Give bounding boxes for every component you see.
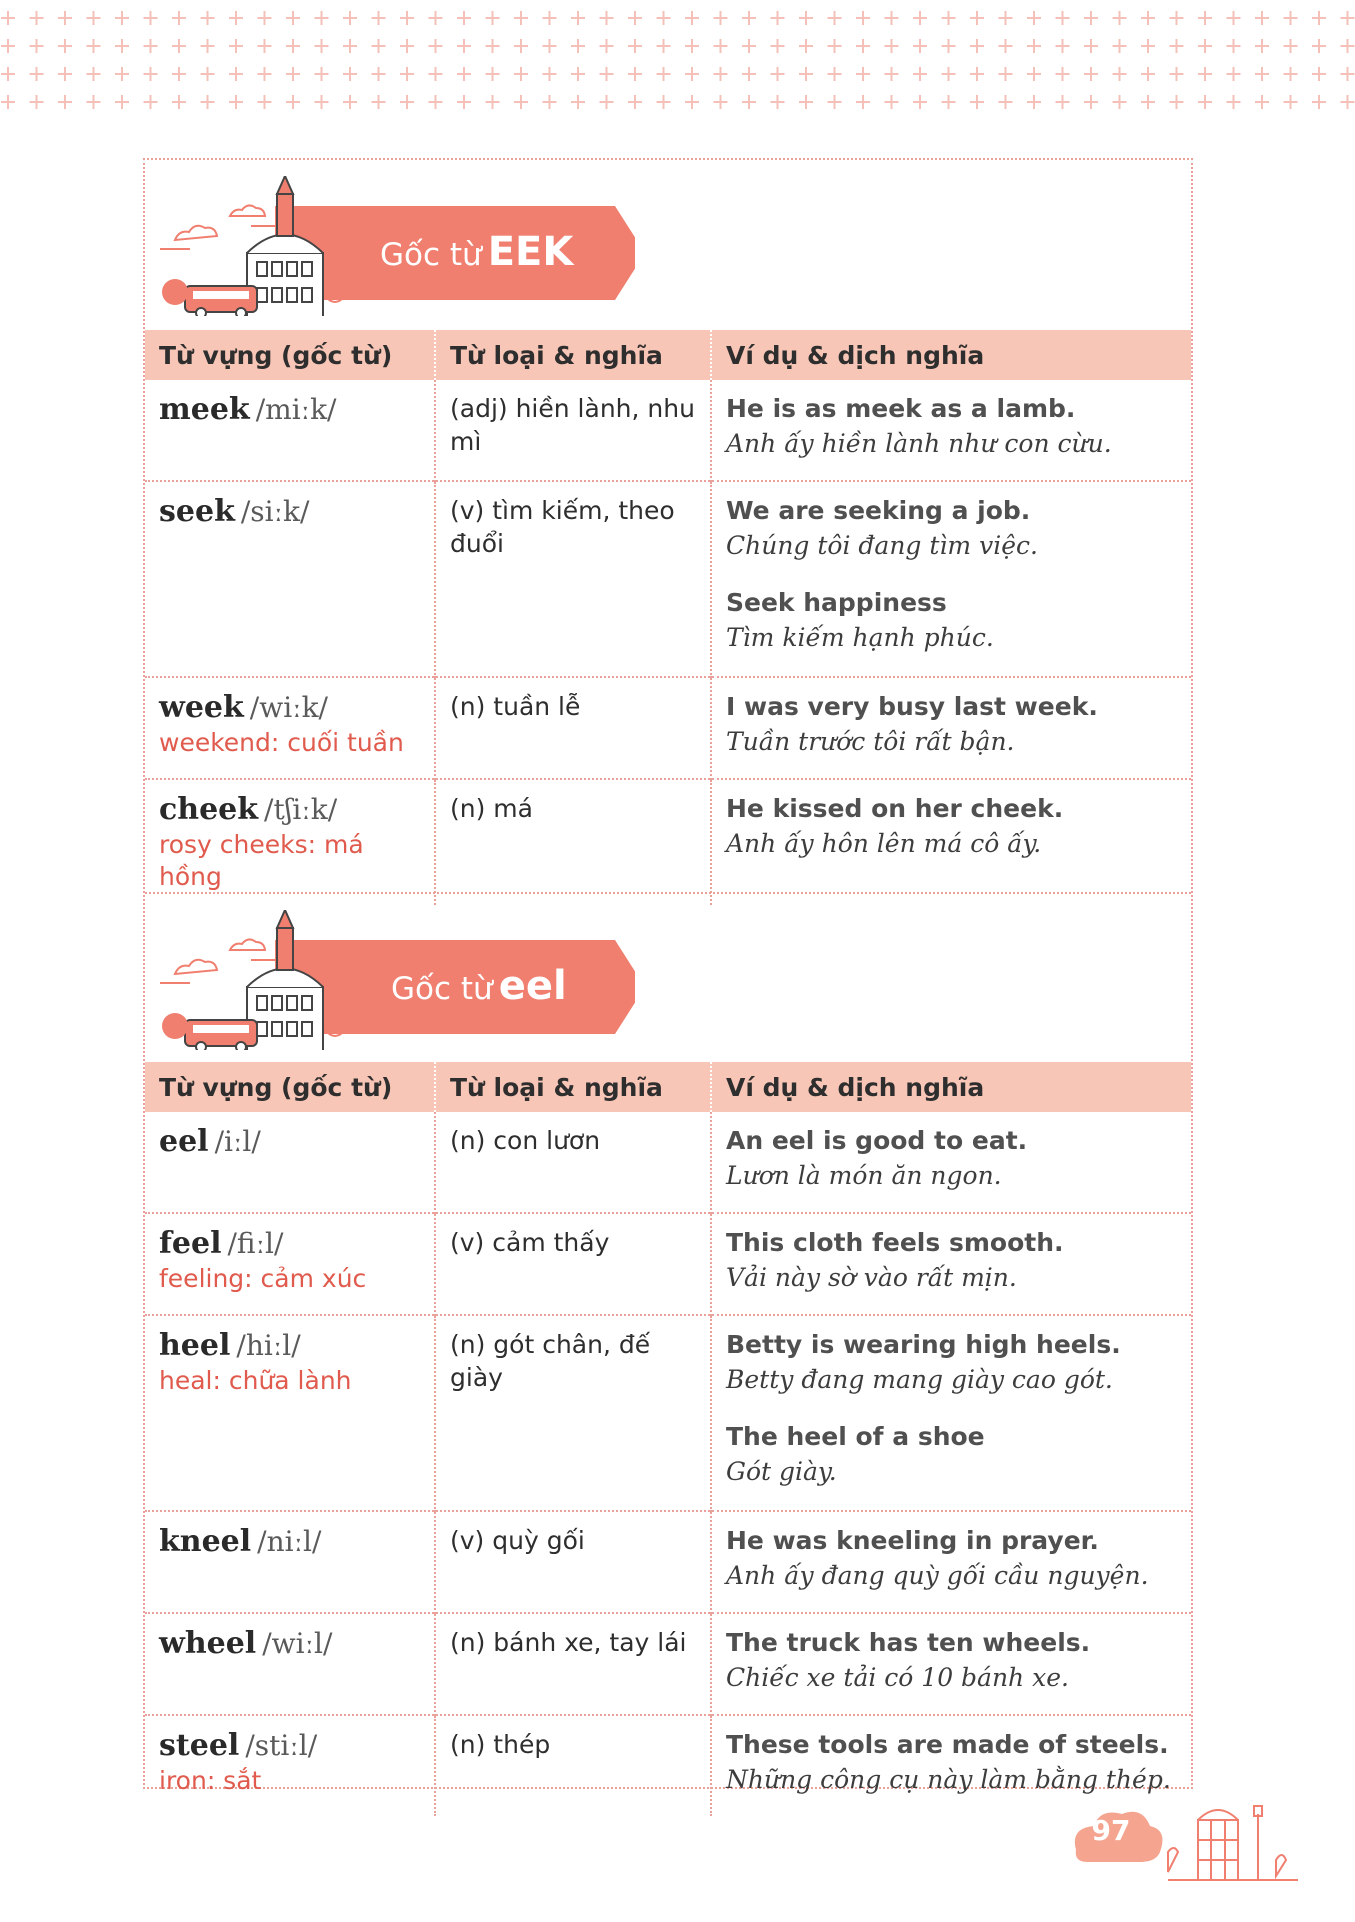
vocab-ipa: /wiːl/ [262, 1627, 333, 1660]
vocab-meaning: (v) tìm kiếm, theo đuổi [435, 481, 711, 677]
table-row [145, 677, 1191, 779]
example-vi: Lươn là món ăn ngon. [726, 1161, 1002, 1190]
vocab-ipa: /miːk/ [255, 393, 337, 426]
table-row [145, 1315, 1191, 1511]
table-row [145, 1613, 1191, 1715]
example-en: He was kneeling in prayer. [726, 1526, 1099, 1555]
vocab-meaning: (v) quỳ gối [435, 1511, 711, 1613]
example-vi: Anh ấy đang quỳ gối cầu nguyện. [726, 1561, 1149, 1590]
section-banner-eek [155, 176, 635, 288]
vocab-ipa: /tʃiːk/ [264, 793, 338, 826]
column-header-word: Từ vựng (gốc từ) [145, 330, 435, 380]
related-word: rosy cheeks: má hồng [159, 830, 364, 891]
table-row [145, 1511, 1191, 1613]
example-en: I was very busy last week. [726, 692, 1098, 721]
section-title-root: eel [498, 963, 567, 1009]
example-vi: Vải này sờ vào rất mịn. [726, 1263, 1017, 1292]
vocab-ipa: /niːl/ [257, 1525, 322, 1558]
vocab-meaning: (n) con lươn [435, 1112, 711, 1213]
example-en: This cloth feels smooth. [726, 1228, 1064, 1257]
example-en: The heel of a shoe [726, 1422, 985, 1451]
section-banner-eel [155, 910, 635, 1022]
table-row [145, 1715, 1191, 1816]
table-header-row [145, 330, 1191, 380]
vocab-word: eel [159, 1124, 209, 1159]
page-number-badge [1068, 1800, 1298, 1890]
column-header-meaning: Từ loại & nghĩa [435, 330, 711, 380]
table-row [145, 481, 1191, 677]
vocab-word: cheek [159, 792, 259, 827]
vocab-meaning: (n) tuần lễ [435, 677, 711, 779]
example-vi: Chiếc xe tải có 10 bánh xe. [726, 1663, 1069, 1692]
cross-pattern-band [0, 0, 1355, 125]
related-word: heal: chữa lành [159, 1366, 352, 1395]
related-word: weekend: cuối tuần [159, 728, 404, 757]
example-vi: Tuần trước tôi rất bận. [726, 727, 1015, 756]
vocab-ipa: /fiːl/ [227, 1227, 284, 1260]
example-vi: Betty đang mang giày cao gót. [726, 1365, 1113, 1394]
vocab-table-eel [145, 1062, 1191, 1816]
example-en: These tools are made of steels. [726, 1730, 1169, 1759]
column-header-example: Ví dụ & dịch nghĩa [711, 330, 1191, 380]
example-vi: Anh ấy hôn lên má cô ấy. [726, 829, 1042, 858]
column-header-example: Ví dụ & dịch nghĩa [711, 1062, 1191, 1112]
table-row [145, 1112, 1191, 1213]
vocab-ipa: /siːk/ [240, 495, 310, 528]
vocab-ipa: /wiːk/ [249, 691, 328, 724]
vocab-word: wheel [159, 1626, 257, 1661]
table-header-row [145, 1062, 1191, 1112]
table-row [145, 380, 1191, 481]
table-row [145, 1213, 1191, 1315]
example-en: We are seeking a job. [726, 496, 1031, 525]
example-en: He kissed on her cheek. [726, 794, 1064, 823]
vocab-meaning: (n) má [435, 779, 711, 905]
section-divider [145, 892, 1191, 894]
section-title-lead: Gốc từ [391, 971, 493, 1007]
table-row [145, 779, 1191, 905]
vocab-meaning: (v) cảm thấy [435, 1213, 711, 1315]
vocab-word: feel [159, 1226, 222, 1261]
related-word: iron: sắt [159, 1766, 262, 1795]
vocab-word: seek [159, 494, 235, 529]
column-header-word: Từ vựng (gốc từ) [145, 1062, 435, 1112]
vocab-word: kneel [159, 1524, 252, 1559]
vocab-table-eek [145, 330, 1191, 905]
column-header-meaning: Từ loại & nghĩa [435, 1062, 711, 1112]
example-vi: Anh ấy hiền lành như con cừu. [726, 429, 1112, 458]
vocab-meaning: (n) bánh xe, tay lái [435, 1613, 711, 1715]
vocab-meaning: (n) gót chân, đế giày [435, 1315, 711, 1511]
page-number: 97 [1091, 1814, 1131, 1847]
example-en: Seek happiness [726, 588, 947, 617]
vocab-word: steel [159, 1728, 240, 1763]
vocab-word: meek [159, 392, 250, 427]
example-en: He is as meek as a lamb. [726, 394, 1076, 423]
section-title-root: EEK [487, 229, 574, 275]
example-en: An eel is good to eat. [726, 1126, 1028, 1155]
vocab-meaning: (adj) hiền lành, nhu mì [435, 380, 711, 481]
vocab-word: week [159, 690, 244, 725]
vocab-word: heel [159, 1328, 231, 1363]
example-en: The truck has ten wheels. [726, 1628, 1091, 1657]
example-vi: Những công cụ này làm bằng thép. [726, 1765, 1171, 1794]
vocab-ipa: /hiːl/ [236, 1329, 301, 1362]
section-title [391, 956, 567, 1016]
example-vi: Chúng tôi đang tìm việc. [726, 531, 1038, 560]
vocab-meaning: (n) thép [435, 1715, 711, 1816]
example-vi: Tìm kiếm hạnh phúc. [726, 623, 994, 652]
vocab-ipa: /stiːl/ [245, 1729, 318, 1762]
vocab-ipa: /iːl/ [214, 1125, 261, 1158]
example-en: Betty is wearing high heels. [726, 1330, 1121, 1359]
example-vi: Gót giày. [726, 1457, 837, 1486]
section-title-lead: Gốc từ [380, 237, 482, 273]
section-title [380, 222, 573, 282]
related-word: feeling: cảm xúc [159, 1264, 367, 1293]
